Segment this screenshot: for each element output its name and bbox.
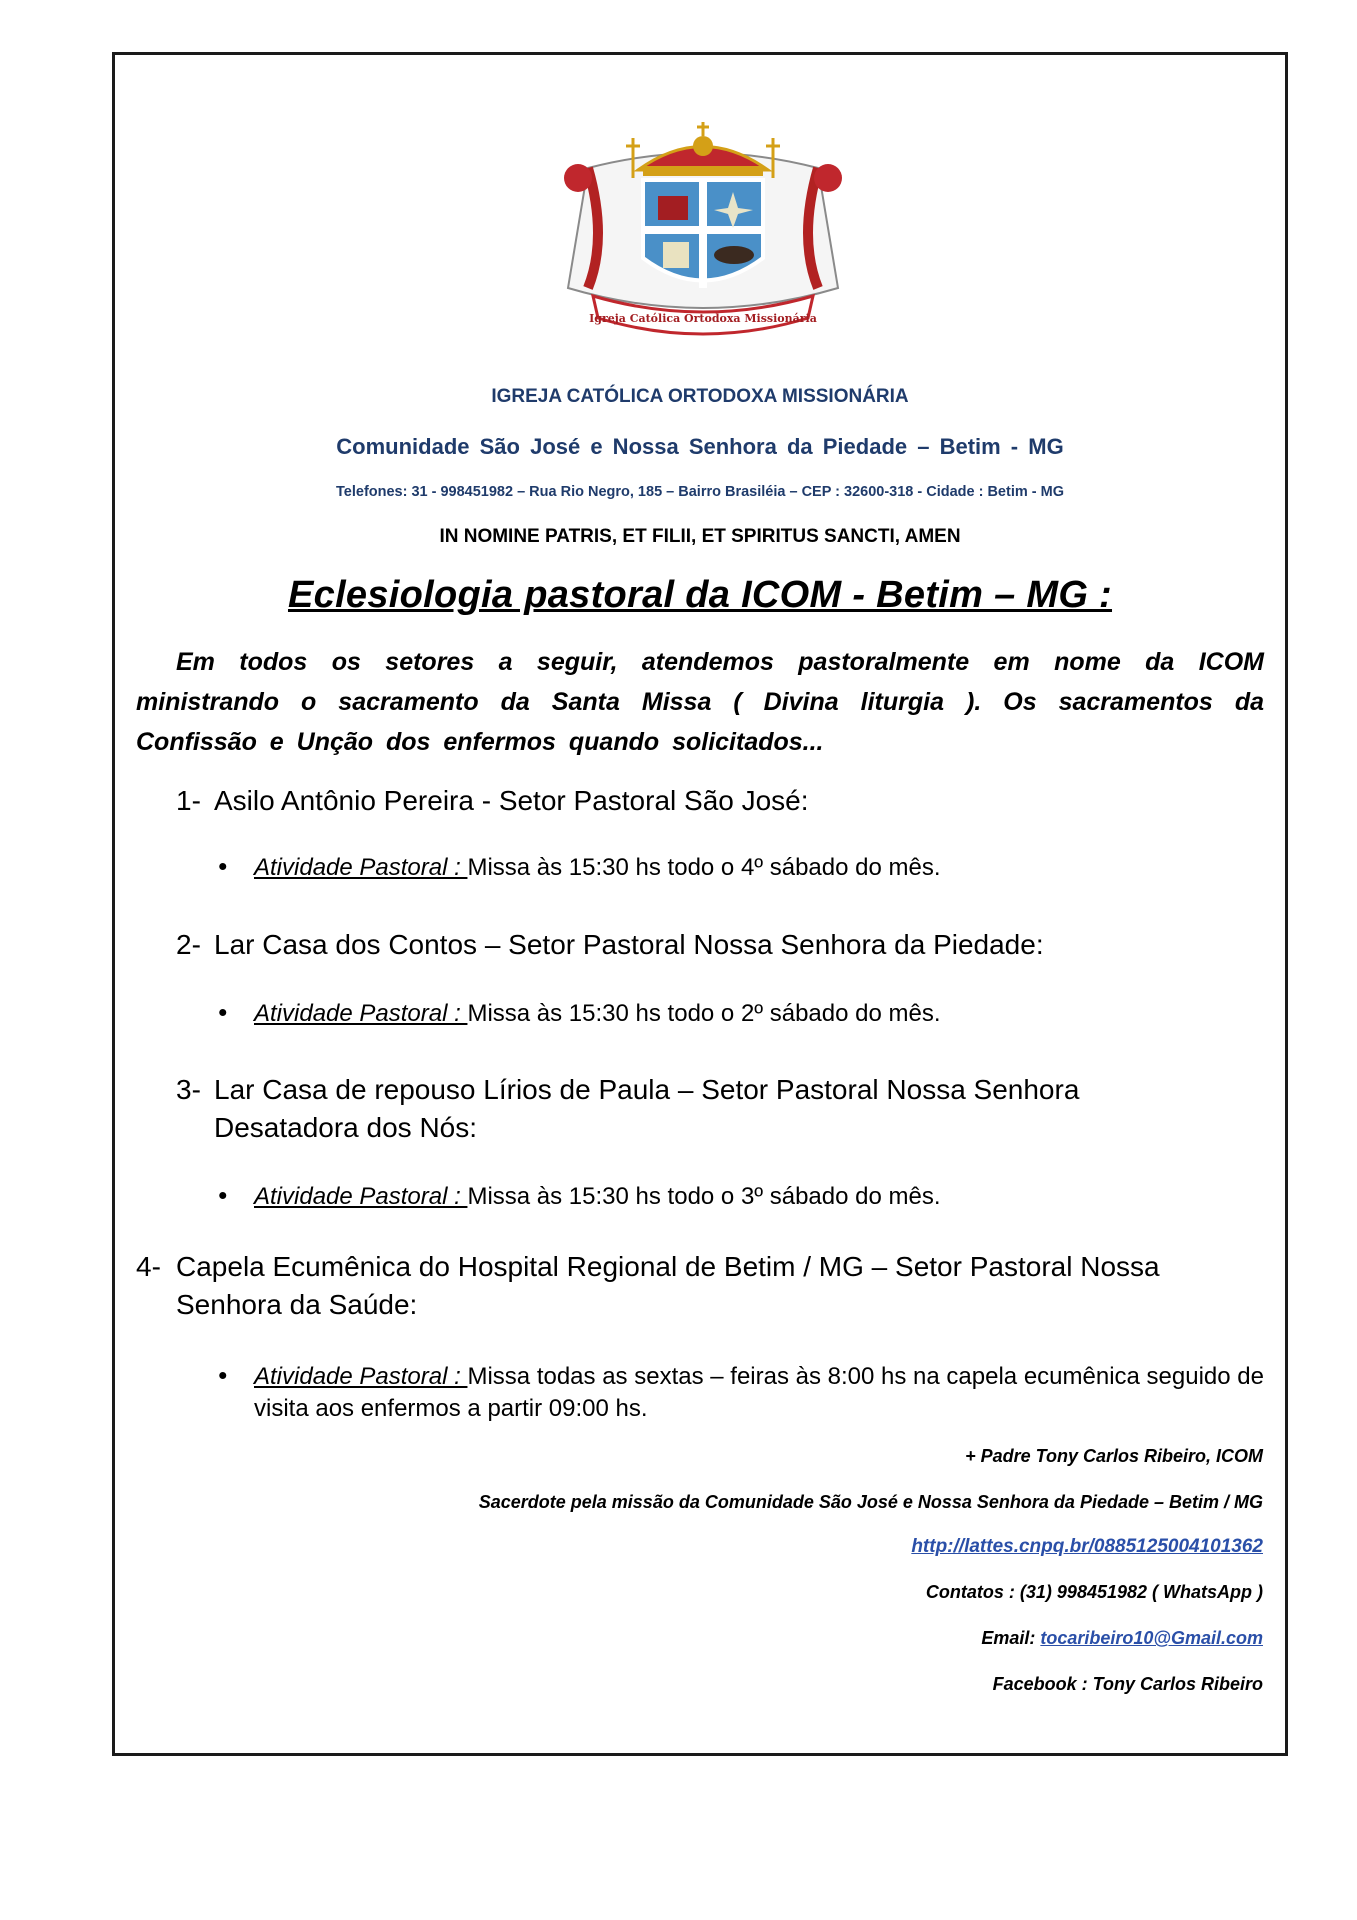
lattes-link[interactable]: http://lattes.cnpq.br/0885125004101362 xyxy=(911,1536,1263,1557)
activity-1 xyxy=(218,851,1264,884)
bullet-icon: • xyxy=(218,851,228,881)
activity-label: Atividade Pastoral : xyxy=(254,1363,468,1390)
priest-name: + Padre Tony Carlos Ribeiro, ICOM xyxy=(965,1446,1263,1466)
facebook-line: Facebook : Tony Carlos Ribeiro xyxy=(992,1674,1263,1694)
activity-2 xyxy=(218,997,1264,1030)
priest-role: Sacerdote pela missão da Comunidade São José e Nossa Senhora da Piedade – Betim / MG xyxy=(478,1492,1263,1512)
community-name: Comunidade São José e Nossa Senhora da Piedade – Betim - MG xyxy=(336,434,1064,459)
item-number: 4- xyxy=(136,1251,161,1282)
activity-text: Missa às 15:30 hs todo o 2º sábado do mês. xyxy=(467,1000,941,1027)
contacts-line: Contatos : (31) 998451982 ( WhatsApp ) xyxy=(925,1582,1263,1602)
contact-line: Telefones: 31 - 998451982 – Rua Rio Negro, 185 – Bairro Brasiléia – CEP : 32600-318 - Cidade : Betim - MG xyxy=(336,484,1064,500)
church-name: IGREJA CATÓLICA ORTODOXA MISSIONÁRIA xyxy=(491,386,909,407)
activity-3 xyxy=(218,1180,1264,1213)
email-line xyxy=(981,1628,1263,1649)
activity-text: Missa às 15:30 hs todo o 4º sábado do mês. xyxy=(467,854,941,881)
email-link[interactable]: tocaribeiro10@Gmail.com xyxy=(1040,1628,1263,1648)
bullet-icon: • xyxy=(218,1180,228,1210)
activity-label: Atividade Pastoral : xyxy=(254,1183,468,1210)
intro-paragraph: Em todos os setores a seguir, atendemos pastoralmente em nome da ICOM ministrando o sacramento da Santa Missa ( Divina liturgia ). Os sacramentos da Confissão e Unção dos enfermos quando solicitados... xyxy=(136,648,1264,756)
activity-text: Missa às 15:30 hs todo o 3º sábado do mês. xyxy=(467,1183,941,1210)
coat-of-arms-logo xyxy=(548,118,858,368)
item-number: 1- xyxy=(176,785,201,816)
logo-banner-text: Igreja Católica Ortodoxa Missionária xyxy=(589,312,817,325)
item-text: Capela Ecumênica do Hospital Regional de Betim / MG – Setor Pastoral Nossa Senhora da Saúde: xyxy=(176,1251,1160,1320)
activity-label: Atividade Pastoral : xyxy=(254,854,468,881)
item-text: Lar Casa de repouso Lírios de Paula – Setor Pastoral Nossa Senhora Desatadora dos Nós: xyxy=(214,1074,1080,1143)
bullet-icon: • xyxy=(218,1360,228,1390)
item-number: 3- xyxy=(176,1074,201,1105)
sector-item-2 xyxy=(176,926,1176,964)
activity-4 xyxy=(218,1360,1264,1425)
item-text: Lar Casa dos Contos – Setor Pastoral Nossa Senhora da Piedade: xyxy=(214,929,1044,960)
sector-item-1 xyxy=(176,782,1176,820)
activity-text: Missa todas as sextas – feiras às 8:00 hs na capela ecumênica seguido de visita aos enfermos a partir 09:00 hs. xyxy=(254,1363,1264,1422)
sector-item-4 xyxy=(136,1248,1216,1324)
document-title: Eclesiologia pastoral da ICOM - Betim – MG : xyxy=(287,574,1113,616)
item-number: 2- xyxy=(176,929,201,960)
item-text: Asilo Antônio Pereira - Setor Pastoral São José: xyxy=(214,785,809,816)
bullet-icon: • xyxy=(218,997,228,1027)
sector-item-3 xyxy=(176,1071,1216,1147)
latin-motto: IN NOMINE PATRIS, ET FILII, ET SPIRITUS SANCTI, AMEN xyxy=(439,526,961,547)
email-label: Email: xyxy=(981,1628,1041,1648)
activity-label: Atividade Pastoral : xyxy=(254,1000,468,1027)
